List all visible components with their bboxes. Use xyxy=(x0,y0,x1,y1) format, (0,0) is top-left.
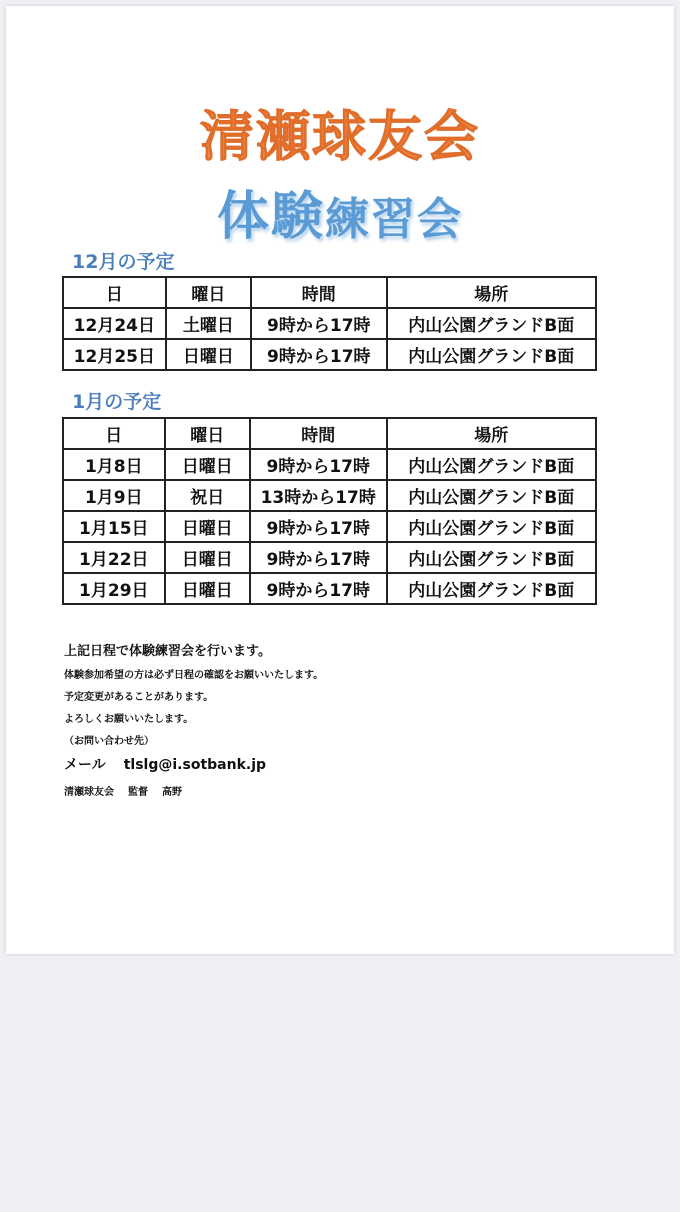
cell-time: 9時から17時 xyxy=(250,573,387,604)
cell-place: 内山公園グランドB面 xyxy=(387,480,596,511)
table-row xyxy=(63,308,596,339)
flyer-page xyxy=(6,6,674,954)
mail-address: tlslg@i.sotbank.jp xyxy=(123,757,267,773)
cell-time: 9時から17時 xyxy=(251,308,387,339)
notes-line-2: 予定変更があることがあります。 xyxy=(64,692,214,703)
header-weekday: 曜日 xyxy=(166,277,251,308)
table-row xyxy=(63,339,596,370)
cell-time: 9時から17時 xyxy=(250,449,387,480)
cell-date: 12月25日 xyxy=(63,339,166,370)
signature xyxy=(64,783,323,798)
cell-place: 内山公園グランドB面 xyxy=(387,511,596,542)
header-date: 日 xyxy=(63,418,165,449)
header-place: 場所 xyxy=(387,277,596,308)
header-place: 場所 xyxy=(387,418,596,449)
cell-place: 内山公園グランドB面 xyxy=(387,573,596,604)
december-schedule-table xyxy=(62,276,597,371)
cell-place: 内山公園グランドB面 xyxy=(387,542,596,573)
cell-weekday: 日曜日 xyxy=(165,573,250,604)
notes-line-1: 体験参加希望の方は必ず日程の確認をお願いいたします。 xyxy=(64,670,324,681)
event-title-part-1: 体験 xyxy=(216,187,325,247)
cell-date: 1月9日 xyxy=(63,480,165,511)
signature-name: 高野 xyxy=(162,787,182,798)
club-title: 清瀬球友会 xyxy=(200,105,480,168)
cell-place: 内山公園グランドB面 xyxy=(387,449,596,480)
cell-weekday: 日曜日 xyxy=(165,542,250,573)
header-weekday: 曜日 xyxy=(165,418,250,449)
table-header-row xyxy=(63,418,596,449)
cell-time: 9時から17時 xyxy=(250,511,387,542)
cell-date: 1月8日 xyxy=(63,449,165,480)
cell-date: 1月22日 xyxy=(63,542,165,573)
table-row xyxy=(63,511,596,542)
cell-time: 13時から17時 xyxy=(250,480,387,511)
table-header-row xyxy=(63,277,596,308)
notes-block xyxy=(64,640,323,798)
december-heading: 12月の予定 xyxy=(72,251,175,273)
table-row xyxy=(63,542,596,573)
contact-line xyxy=(64,754,323,774)
table-row xyxy=(63,449,596,480)
table-row xyxy=(63,480,596,511)
header-time: 時間 xyxy=(251,277,387,308)
cell-place: 内山公園グランドB面 xyxy=(387,339,596,370)
inquiry-label: （お問い合わせ先） xyxy=(64,736,154,747)
cell-weekday: 土曜日 xyxy=(166,308,251,339)
january-heading: 1月の予定 xyxy=(72,391,162,413)
cell-weekday: 日曜日 xyxy=(166,339,251,370)
cell-time: 9時から17時 xyxy=(251,339,387,370)
cell-date: 1月15日 xyxy=(63,511,165,542)
table-row xyxy=(63,573,596,604)
cell-date: 1月29日 xyxy=(63,573,165,604)
cell-weekday: 日曜日 xyxy=(165,511,250,542)
cell-time: 9時から17時 xyxy=(250,542,387,573)
event-title-part-2: 練習会 xyxy=(325,194,463,245)
notes-lead: 上記日程で体験練習会を行います。 xyxy=(64,644,271,659)
mail-label: メール xyxy=(64,757,106,773)
cell-place: 内山公園グランドB面 xyxy=(387,308,596,339)
cell-weekday: 日曜日 xyxy=(165,449,250,480)
signature-role: 監督 xyxy=(128,787,148,798)
cell-weekday: 祝日 xyxy=(165,480,250,511)
header-date: 日 xyxy=(63,277,166,308)
january-schedule-table xyxy=(62,417,597,605)
notes-line-3: よろしくお願いいたします。 xyxy=(64,714,194,725)
signature-org: 清瀬球友会 xyxy=(64,787,114,798)
cell-date: 12月24日 xyxy=(63,308,166,339)
event-title xyxy=(6,174,674,249)
header-time: 時間 xyxy=(250,418,387,449)
